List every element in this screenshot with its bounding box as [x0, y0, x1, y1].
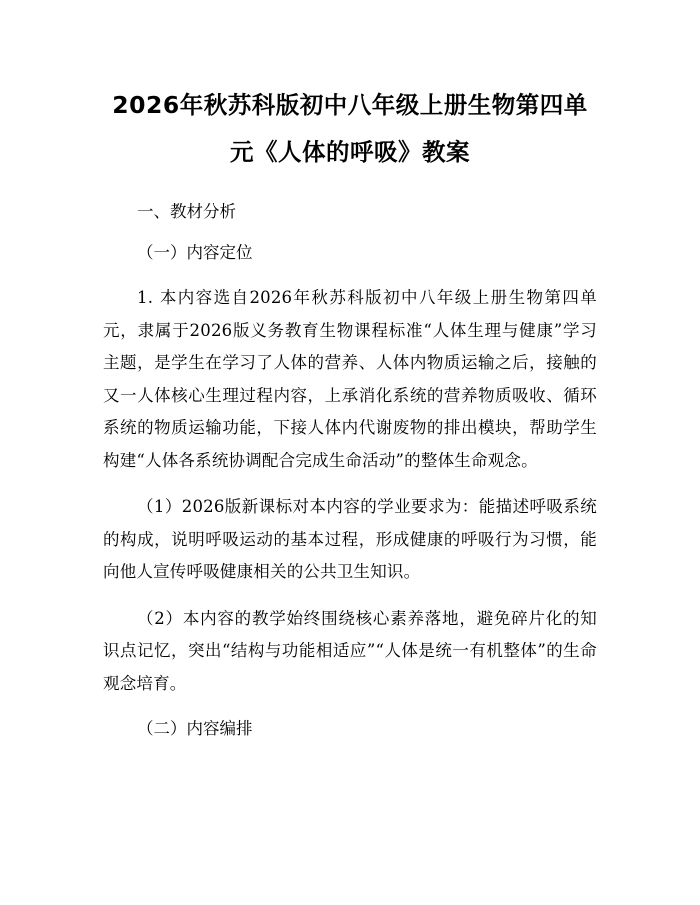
document-title: 2026年秋苏科版初中八年级上册生物第四单元《人体的呼吸》教案 [112, 91, 588, 166]
paragraph-core-literacy: （2）本内容的教学始终围绕核心素养落地，避免碎片化的知识点记忆，突出“结构与功能相适应”“人体是统一有机整体”的生命观念培育。 [103, 608, 597, 693]
subsection-heading-content-arrangement: （二）内容编排 [137, 719, 253, 738]
paragraph-curriculum-requirements: （1）2026版新课标对本内容的学业要求为：能描述呼吸系统的构成，说明呼吸运动的基本过程，形成健康的呼吸行为习惯，能向他人宣传呼吸健康相关的公共卫生知识。 [103, 497, 597, 581]
section-heading-teaching-material-analysis: 一、教材分析 [137, 202, 236, 221]
subsection-heading-content-positioning: （一）内容定位 [137, 243, 253, 262]
paragraph-content-source: 1. 本内容选自2026年秋苏科版初中八年级上册生物第四单元，隶属于2026版义务教育生物课程标准“人体生理与健康”学习主题，是学生在学习了人体的营养、人体内物质运输之后，接触的又一人体核心生理过程内容，上承消化系统的营养物质吸收、循环系统的物质运输功能，下接人体内代谢废物的排出模块，帮助学生构建“人体各系统协调配合完成生命活动”的整体生命观念。 [103, 288, 597, 470]
